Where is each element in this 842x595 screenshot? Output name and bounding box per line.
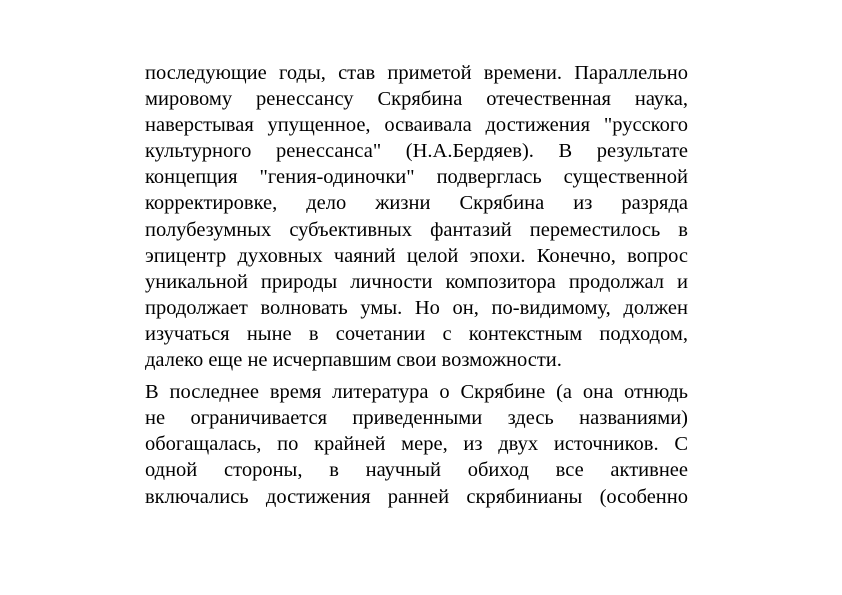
text-line: эпицентр духовных чаяний целой эпохи. Конечно, вопрос [145, 244, 688, 267]
text-line: последующие годы, став приметой времени. Параллельно [145, 62, 688, 84]
paragraph-1 [145, 60, 688, 373]
text-line: не ограничивается приведенными здесь названиями) [145, 407, 688, 430]
body-text [145, 60, 688, 510]
text-line: мировому ренессансу Скрябина отечественная наука, [145, 88, 688, 111]
text-line: далеко еще не исчерпавшим свои возможности. [145, 349, 562, 372]
text-line: культурного ренессанса" (Н.А.Бердяев). В результате [145, 140, 688, 163]
text-line: полубезумных субъективных фантазий переместилось в [145, 218, 688, 241]
text-line: уникальной природы личности композитора продолжал и [145, 270, 688, 293]
text-line: изучаться ныне в сочетании с контекстным подходом, [145, 322, 688, 345]
text-line: одной стороны, в научный обиход все активнее [145, 459, 688, 482]
text-line: включались достижения ранней скрябинианы (особенно [145, 485, 688, 508]
text-line: В последнее время литература о Скрябине (а она отнюдь [145, 381, 688, 404]
text-line: продолжает волновать умы. Но он, по-видимому, должен [145, 296, 688, 319]
text-line: наверстывая упущенное, осваивала достижения "русского [145, 114, 688, 137]
text-line: обогащалась, по крайней мере, из двух источников. С [145, 433, 688, 456]
text-line: корректировке, дело жизни Скрябина из разряда [145, 192, 688, 215]
paragraph-2 [145, 379, 688, 509]
text-line: концепция "гения-одиночки" подверглась существенной [145, 166, 688, 189]
